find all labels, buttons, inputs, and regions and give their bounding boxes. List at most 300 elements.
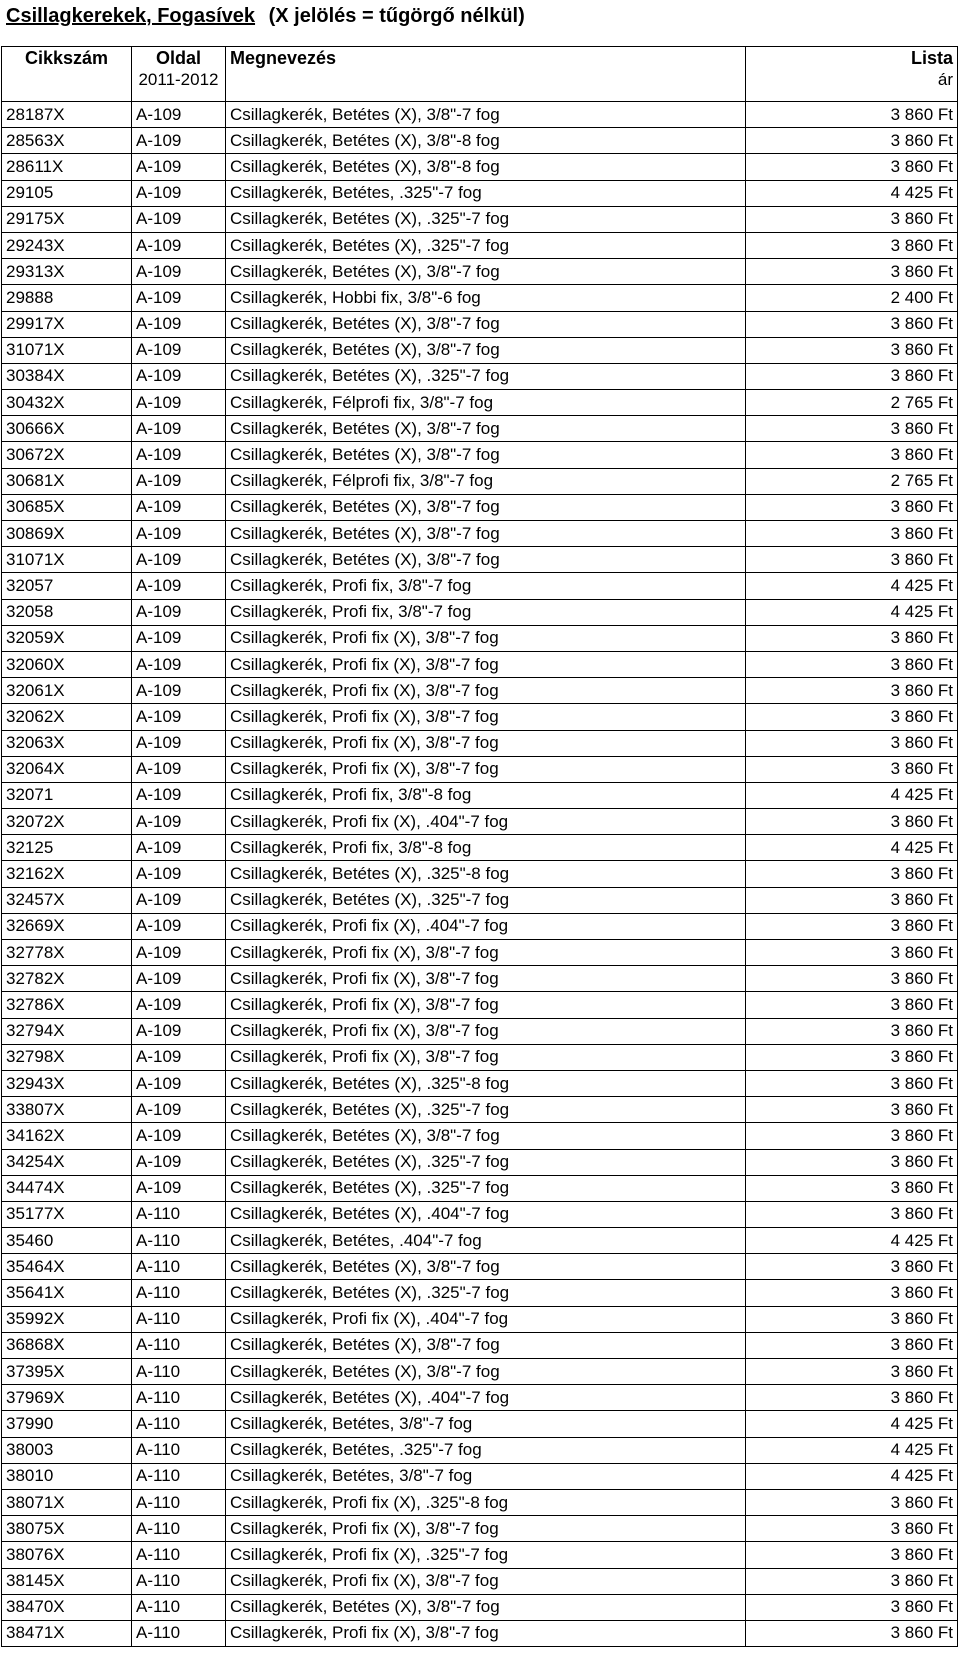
table-row	[2, 730, 958, 756]
cell-price: 3 860 Ft	[746, 128, 958, 154]
cell-code: 38075X	[2, 1516, 132, 1542]
table-row	[2, 1385, 958, 1411]
table-row	[2, 651, 958, 677]
cell-price: 4 425 Ft	[746, 1228, 958, 1254]
table-row	[2, 992, 958, 1018]
cell-price: 3 860 Ft	[746, 206, 958, 232]
cell-page: A-109	[132, 547, 226, 573]
cell-code: 36868X	[2, 1332, 132, 1358]
cell-page: A-109	[132, 1123, 226, 1149]
cell-code: 32162X	[2, 861, 132, 887]
cell-code: 31071X	[2, 547, 132, 573]
cell-page: A-110	[132, 1463, 226, 1489]
cell-page: A-109	[132, 259, 226, 285]
cell-page: A-109	[132, 966, 226, 992]
cell-price: 3 860 Ft	[746, 416, 958, 442]
cell-name: Csillagkerék, Hobbi fix, 3/8"-6 fog	[226, 285, 746, 311]
cell-page: A-110	[132, 1280, 226, 1306]
cell-code: 30432X	[2, 390, 132, 416]
cell-name: Csillagkerék, Betétes (X), .325"-8 fog	[226, 1070, 746, 1096]
cell-page: A-109	[132, 442, 226, 468]
table-row	[2, 678, 958, 704]
cell-page: A-109	[132, 390, 226, 416]
table-row	[2, 1201, 958, 1227]
cell-name: Csillagkerék, Betétes (X), 3/8"-7 fog	[226, 1254, 746, 1280]
table-header	[2, 47, 958, 102]
cell-price: 3 860 Ft	[746, 887, 958, 913]
cell-page: A-109	[132, 782, 226, 808]
table-row	[2, 940, 958, 966]
cell-code: 34162X	[2, 1123, 132, 1149]
column-header-price-label: Lista	[910, 48, 953, 68]
cell-price: 3 860 Ft	[746, 1018, 958, 1044]
cell-name: Csillagkerék, Profi fix, 3/8"-7 fog	[226, 599, 746, 625]
cell-code: 32669X	[2, 913, 132, 939]
cell-name: Csillagkerék, Betétes, .325"-7 fog	[226, 1437, 746, 1463]
cell-page: A-110	[132, 1542, 226, 1568]
cell-page: A-109	[132, 651, 226, 677]
cell-price: 4 425 Ft	[746, 180, 958, 206]
cell-page: A-109	[132, 730, 226, 756]
cell-price: 3 860 Ft	[746, 259, 958, 285]
table-row	[2, 1123, 958, 1149]
cell-name: Csillagkerék, Félprofi fix, 3/8"-7 fog	[226, 468, 746, 494]
cell-code: 32061X	[2, 678, 132, 704]
document-title: Csillagkerekek, Fogasívek	[6, 5, 256, 27]
table-row	[2, 128, 958, 154]
cell-name: Csillagkerék, Betétes (X), 3/8"-7 fog	[226, 521, 746, 547]
cell-page: A-109	[132, 337, 226, 363]
cell-code: 32457X	[2, 887, 132, 913]
cell-price: 3 860 Ft	[746, 992, 958, 1018]
cell-name: Csillagkerék, Profi fix, 3/8"-8 fog	[226, 835, 746, 861]
cell-price: 3 860 Ft	[746, 704, 958, 730]
cell-price: 2 765 Ft	[746, 468, 958, 494]
cell-name: Csillagkerék, Betétes (X), .325"-7 fog	[226, 363, 746, 389]
cell-page: A-110	[132, 1306, 226, 1332]
cell-page: A-110	[132, 1437, 226, 1463]
table-row	[2, 1044, 958, 1070]
cell-page: A-109	[132, 809, 226, 835]
cell-name: Csillagkerék, Betétes (X), .325"-8 fog	[226, 861, 746, 887]
cell-page: A-109	[132, 1175, 226, 1201]
cell-price: 3 860 Ft	[746, 1097, 958, 1123]
cell-price: 3 860 Ft	[746, 1254, 958, 1280]
table-row	[2, 154, 958, 180]
cell-code: 32782X	[2, 966, 132, 992]
cell-price: 2 765 Ft	[746, 390, 958, 416]
cell-name: Csillagkerék, Profi fix (X), 3/8"-7 fog	[226, 1044, 746, 1070]
cell-page: A-109	[132, 468, 226, 494]
cell-name: Csillagkerék, Betétes (X), 3/8"-7 fog	[226, 102, 746, 128]
cell-code: 32072X	[2, 809, 132, 835]
table-row	[2, 1620, 958, 1646]
column-header-name-label: Megnevezés	[230, 48, 337, 68]
column-header-page-sublabel: 2011-2012	[138, 70, 219, 89]
cell-code: 32943X	[2, 1070, 132, 1096]
cell-page: A-109	[132, 599, 226, 625]
cell-code: 28611X	[2, 154, 132, 180]
cell-page: A-109	[132, 861, 226, 887]
cell-page: A-110	[132, 1359, 226, 1385]
cell-name: Csillagkerék, Betétes (X), 3/8"-7 fog	[226, 259, 746, 285]
cell-name: Csillagkerék, Profi fix, 3/8"-7 fog	[226, 573, 746, 599]
cell-price: 3 860 Ft	[746, 1385, 958, 1411]
cell-code: 32060X	[2, 651, 132, 677]
cell-page: A-109	[132, 416, 226, 442]
table-row	[2, 625, 958, 651]
cell-name: Csillagkerék, Profi fix (X), 3/8"-7 fog	[226, 625, 746, 651]
header-row	[2, 47, 958, 102]
cell-name: Csillagkerék, Betétes, .404"-7 fog	[226, 1228, 746, 1254]
cell-name: Csillagkerék, Betétes (X), 3/8"-8 fog	[226, 154, 746, 180]
cell-page: A-109	[132, 180, 226, 206]
column-header-page-label: Oldal	[155, 48, 201, 68]
cell-price: 3 860 Ft	[746, 337, 958, 363]
cell-price: 3 860 Ft	[746, 1070, 958, 1096]
table-row	[2, 966, 958, 992]
cell-price: 3 860 Ft	[746, 861, 958, 887]
cell-page: A-109	[132, 940, 226, 966]
cell-code: 30685X	[2, 494, 132, 520]
table-row	[2, 913, 958, 939]
cell-price: 3 860 Ft	[746, 730, 958, 756]
cell-code: 32778X	[2, 940, 132, 966]
cell-price: 3 860 Ft	[746, 1175, 958, 1201]
table-row	[2, 1359, 958, 1385]
cell-price: 3 860 Ft	[746, 1516, 958, 1542]
table-row	[2, 1175, 958, 1201]
document-header	[6, 0, 525, 40]
cell-name: Csillagkerék, Betétes, 3/8"-7 fog	[226, 1411, 746, 1437]
cell-price: 3 860 Ft	[746, 625, 958, 651]
cell-code: 32071	[2, 782, 132, 808]
cell-price: 4 425 Ft	[746, 782, 958, 808]
cell-page: A-109	[132, 573, 226, 599]
cell-page: A-109	[132, 521, 226, 547]
cell-code: 30666X	[2, 416, 132, 442]
cell-name: Csillagkerék, Profi fix (X), 3/8"-7 fog	[226, 704, 746, 730]
table-row	[2, 1149, 958, 1175]
table-row	[2, 1228, 958, 1254]
cell-code: 32786X	[2, 992, 132, 1018]
cell-code: 35177X	[2, 1201, 132, 1227]
cell-code: 30869X	[2, 521, 132, 547]
table-row	[2, 363, 958, 389]
cell-page: A-109	[132, 206, 226, 232]
cell-name: Csillagkerék, Profi fix (X), 3/8"-7 fog	[226, 966, 746, 992]
cell-name: Csillagkerék, Profi fix (X), 3/8"-7 fog	[226, 756, 746, 782]
cell-price: 3 860 Ft	[746, 521, 958, 547]
cell-name: Csillagkerék, Betétes (X), .404"-7 fog	[226, 1385, 746, 1411]
cell-name: Csillagkerék, Profi fix (X), .404"-7 fog	[226, 913, 746, 939]
cell-page: A-110	[132, 1568, 226, 1594]
table-row	[2, 1070, 958, 1096]
cell-price: 3 860 Ft	[746, 756, 958, 782]
column-header-price-sublabel: ár	[937, 70, 953, 89]
table-row	[2, 1463, 958, 1489]
cell-name: Csillagkerék, Profi fix (X), 3/8"-7 fog	[226, 730, 746, 756]
cell-page: A-109	[132, 363, 226, 389]
cell-code: 32064X	[2, 756, 132, 782]
cell-code: 29313X	[2, 259, 132, 285]
cell-page: A-109	[132, 102, 226, 128]
cell-code: 30672X	[2, 442, 132, 468]
cell-code: 32794X	[2, 1018, 132, 1044]
table-row	[2, 311, 958, 337]
table-row	[2, 337, 958, 363]
cell-price: 3 860 Ft	[746, 1332, 958, 1358]
cell-page: A-109	[132, 232, 226, 258]
table-row	[2, 573, 958, 599]
cell-page: A-109	[132, 887, 226, 913]
cell-name: Csillagkerék, Betétes (X), .404"-7 fog	[226, 1201, 746, 1227]
cell-page: A-109	[132, 128, 226, 154]
cell-page: A-110	[132, 1516, 226, 1542]
cell-code: 29243X	[2, 232, 132, 258]
table-row	[2, 180, 958, 206]
cell-code: 35641X	[2, 1280, 132, 1306]
cell-price: 3 860 Ft	[746, 1044, 958, 1070]
cell-page: A-109	[132, 285, 226, 311]
cell-price: 3 860 Ft	[746, 1123, 958, 1149]
cell-name: Csillagkerék, Profi fix (X), 3/8"-7 fog	[226, 992, 746, 1018]
cell-code: 38471X	[2, 1620, 132, 1646]
cell-name: Csillagkerék, Profi fix (X), 3/8"-7 fog	[226, 1018, 746, 1044]
cell-name: Csillagkerék, Profi fix (X), 3/8"-7 fog	[226, 940, 746, 966]
column-header-code	[2, 47, 132, 102]
table-row	[2, 1332, 958, 1358]
cell-page: A-110	[132, 1620, 226, 1646]
table-row	[2, 1411, 958, 1437]
cell-code: 33807X	[2, 1097, 132, 1123]
cell-price: 4 425 Ft	[746, 573, 958, 599]
cell-code: 28187X	[2, 102, 132, 128]
cell-code: 38470X	[2, 1594, 132, 1620]
table-row	[2, 861, 958, 887]
cell-name: Csillagkerék, Profi fix (X), .404"-7 fog	[226, 809, 746, 835]
cell-price: 4 425 Ft	[746, 835, 958, 861]
cell-price: 4 425 Ft	[746, 599, 958, 625]
cell-page: A-109	[132, 1070, 226, 1096]
cell-price: 3 860 Ft	[746, 913, 958, 939]
table-row	[2, 1018, 958, 1044]
cell-price: 3 860 Ft	[746, 1568, 958, 1594]
price-table	[1, 46, 958, 1647]
cell-name: Csillagkerék, Betétes (X), 3/8"-8 fog	[226, 128, 746, 154]
cell-page: A-109	[132, 1018, 226, 1044]
table-row	[2, 468, 958, 494]
cell-page: A-109	[132, 678, 226, 704]
cell-name: Csillagkerék, Profi fix, 3/8"-8 fog	[226, 782, 746, 808]
cell-name: Csillagkerék, Profi fix (X), 3/8"-7 fog	[226, 651, 746, 677]
cell-code: 37395X	[2, 1359, 132, 1385]
cell-code: 32798X	[2, 1044, 132, 1070]
cell-name: Csillagkerék, Betétes (X), .325"-7 fog	[226, 1097, 746, 1123]
cell-page: A-110	[132, 1254, 226, 1280]
cell-price: 3 860 Ft	[746, 1359, 958, 1385]
cell-price: 3 860 Ft	[746, 154, 958, 180]
cell-code: 28563X	[2, 128, 132, 154]
table-row	[2, 1489, 958, 1515]
table-row	[2, 102, 958, 128]
cell-name: Csillagkerék, Betétes (X), 3/8"-7 fog	[226, 337, 746, 363]
cell-price: 3 860 Ft	[746, 1489, 958, 1515]
cell-code: 32057	[2, 573, 132, 599]
column-header-price	[746, 47, 958, 102]
cell-name: Csillagkerék, Betétes (X), .325"-7 fog	[226, 887, 746, 913]
table-row	[2, 232, 958, 258]
cell-code: 38010	[2, 1463, 132, 1489]
cell-name: Csillagkerék, Betétes (X), 3/8"-7 fog	[226, 1359, 746, 1385]
cell-name: Csillagkerék, Profi fix (X), 3/8"-7 fog	[226, 678, 746, 704]
table-row	[2, 835, 958, 861]
table-row	[2, 1306, 958, 1332]
cell-name: Csillagkerék, Betétes (X), .325"-7 fog	[226, 1175, 746, 1201]
cell-code: 35464X	[2, 1254, 132, 1280]
cell-page: A-110	[132, 1594, 226, 1620]
table-row	[2, 809, 958, 835]
table-row	[2, 206, 958, 232]
table-row	[2, 390, 958, 416]
table-row	[2, 285, 958, 311]
cell-code: 30681X	[2, 468, 132, 494]
table-row	[2, 1097, 958, 1123]
cell-name: Csillagkerék, Betétes (X), 3/8"-7 fog	[226, 442, 746, 468]
table-row	[2, 416, 958, 442]
table-row	[2, 494, 958, 520]
cell-name: Csillagkerék, Betétes (X), 3/8"-7 fog	[226, 547, 746, 573]
column-header-page	[132, 47, 226, 102]
cell-name: Csillagkerék, Betétes (X), 3/8"-7 fog	[226, 1332, 746, 1358]
cell-name: Csillagkerék, Félprofi fix, 3/8"-7 fog	[226, 390, 746, 416]
cell-code: 29917X	[2, 311, 132, 337]
cell-page: A-109	[132, 756, 226, 782]
cell-name: Csillagkerék, Betétes (X), .325"-7 fog	[226, 1149, 746, 1175]
cell-code: 32063X	[2, 730, 132, 756]
cell-name: Csillagkerék, Profi fix (X), .325"-7 fog	[226, 1542, 746, 1568]
cell-name: Csillagkerék, Profi fix (X), 3/8"-7 fog	[226, 1568, 746, 1594]
cell-price: 2 400 Ft	[746, 285, 958, 311]
cell-name: Csillagkerék, Betétes (X), 3/8"-7 fog	[226, 494, 746, 520]
column-header-code-label: Cikkszám	[24, 48, 109, 68]
cell-name: Csillagkerék, Betétes (X), 3/8"-7 fog	[226, 1123, 746, 1149]
cell-code: 37969X	[2, 1385, 132, 1411]
cell-price: 4 425 Ft	[746, 1463, 958, 1489]
cell-page: A-110	[132, 1332, 226, 1358]
cell-code: 29888	[2, 285, 132, 311]
cell-price: 3 860 Ft	[746, 1280, 958, 1306]
table-row	[2, 1516, 958, 1542]
table-body	[2, 102, 958, 1647]
cell-name: Csillagkerék, Profi fix (X), .404"-7 fog	[226, 1306, 746, 1332]
table-row	[2, 1437, 958, 1463]
cell-name: Csillagkerék, Betétes (X), .325"-7 fog	[226, 1280, 746, 1306]
cell-price: 3 860 Ft	[746, 1201, 958, 1227]
cell-name: Csillagkerék, Betétes (X), .325"-7 fog	[226, 206, 746, 232]
cell-page: A-110	[132, 1385, 226, 1411]
cell-code: 34474X	[2, 1175, 132, 1201]
cell-price: 3 860 Ft	[746, 809, 958, 835]
cell-price: 3 860 Ft	[746, 651, 958, 677]
cell-code: 32058	[2, 599, 132, 625]
cell-code: 38071X	[2, 1489, 132, 1515]
cell-price: 3 860 Ft	[746, 494, 958, 520]
cell-code: 38145X	[2, 1568, 132, 1594]
table-row	[2, 1568, 958, 1594]
cell-code: 32062X	[2, 704, 132, 730]
document-subtitle: (X jelölés = tűgörgő nélkül)	[268, 5, 525, 27]
cell-name: Csillagkerék, Profi fix (X), .325"-8 fog	[226, 1489, 746, 1515]
cell-page: A-109	[132, 1149, 226, 1175]
cell-page: A-110	[132, 1411, 226, 1437]
table-row	[2, 1254, 958, 1280]
cell-price: 3 860 Ft	[746, 1149, 958, 1175]
cell-price: 3 860 Ft	[746, 311, 958, 337]
table-row	[2, 704, 958, 730]
cell-price: 3 860 Ft	[746, 1620, 958, 1646]
cell-name: Csillagkerék, Betétes, 3/8"-7 fog	[226, 1463, 746, 1489]
cell-page: A-109	[132, 992, 226, 1018]
cell-page: A-109	[132, 1044, 226, 1070]
cell-price: 3 860 Ft	[746, 1306, 958, 1332]
cell-code: 34254X	[2, 1149, 132, 1175]
table-row	[2, 1594, 958, 1620]
table-row	[2, 782, 958, 808]
cell-page: A-110	[132, 1228, 226, 1254]
cell-page: A-109	[132, 704, 226, 730]
table-row	[2, 1280, 958, 1306]
cell-page: A-109	[132, 311, 226, 337]
cell-name: Csillagkerék, Profi fix (X), 3/8"-7 fog	[226, 1620, 746, 1646]
table-row	[2, 756, 958, 782]
cell-code: 31071X	[2, 337, 132, 363]
cell-name: Csillagkerék, Profi fix (X), 3/8"-7 fog	[226, 1516, 746, 1542]
cell-page: A-109	[132, 913, 226, 939]
cell-price: 4 425 Ft	[746, 1411, 958, 1437]
cell-name: Csillagkerék, Betétes (X), .325"-7 fog	[226, 232, 746, 258]
cell-price: 3 860 Ft	[746, 940, 958, 966]
cell-code: 38076X	[2, 1542, 132, 1568]
cell-page: A-110	[132, 1489, 226, 1515]
cell-price: 3 860 Ft	[746, 363, 958, 389]
cell-name: Csillagkerék, Betétes (X), 3/8"-7 fog	[226, 1594, 746, 1620]
cell-page: A-109	[132, 625, 226, 651]
cell-page: A-110	[132, 1201, 226, 1227]
cell-code: 29175X	[2, 206, 132, 232]
cell-code: 35992X	[2, 1306, 132, 1332]
cell-name: Csillagkerék, Betétes, .325"-7 fog	[226, 180, 746, 206]
column-header-name	[226, 47, 746, 102]
cell-price: 3 860 Ft	[746, 442, 958, 468]
cell-price: 3 860 Ft	[746, 1594, 958, 1620]
cell-price: 3 860 Ft	[746, 102, 958, 128]
table-row	[2, 1542, 958, 1568]
cell-price: 3 860 Ft	[746, 678, 958, 704]
cell-code: 38003	[2, 1437, 132, 1463]
cell-page: A-109	[132, 1097, 226, 1123]
cell-price: 3 860 Ft	[746, 1542, 958, 1568]
cell-code: 30384X	[2, 363, 132, 389]
cell-page: A-109	[132, 154, 226, 180]
table-row	[2, 442, 958, 468]
cell-page: A-109	[132, 494, 226, 520]
cell-code: 37990	[2, 1411, 132, 1437]
table-row	[2, 259, 958, 285]
table-row	[2, 599, 958, 625]
cell-price: 3 860 Ft	[746, 966, 958, 992]
table-row	[2, 547, 958, 573]
